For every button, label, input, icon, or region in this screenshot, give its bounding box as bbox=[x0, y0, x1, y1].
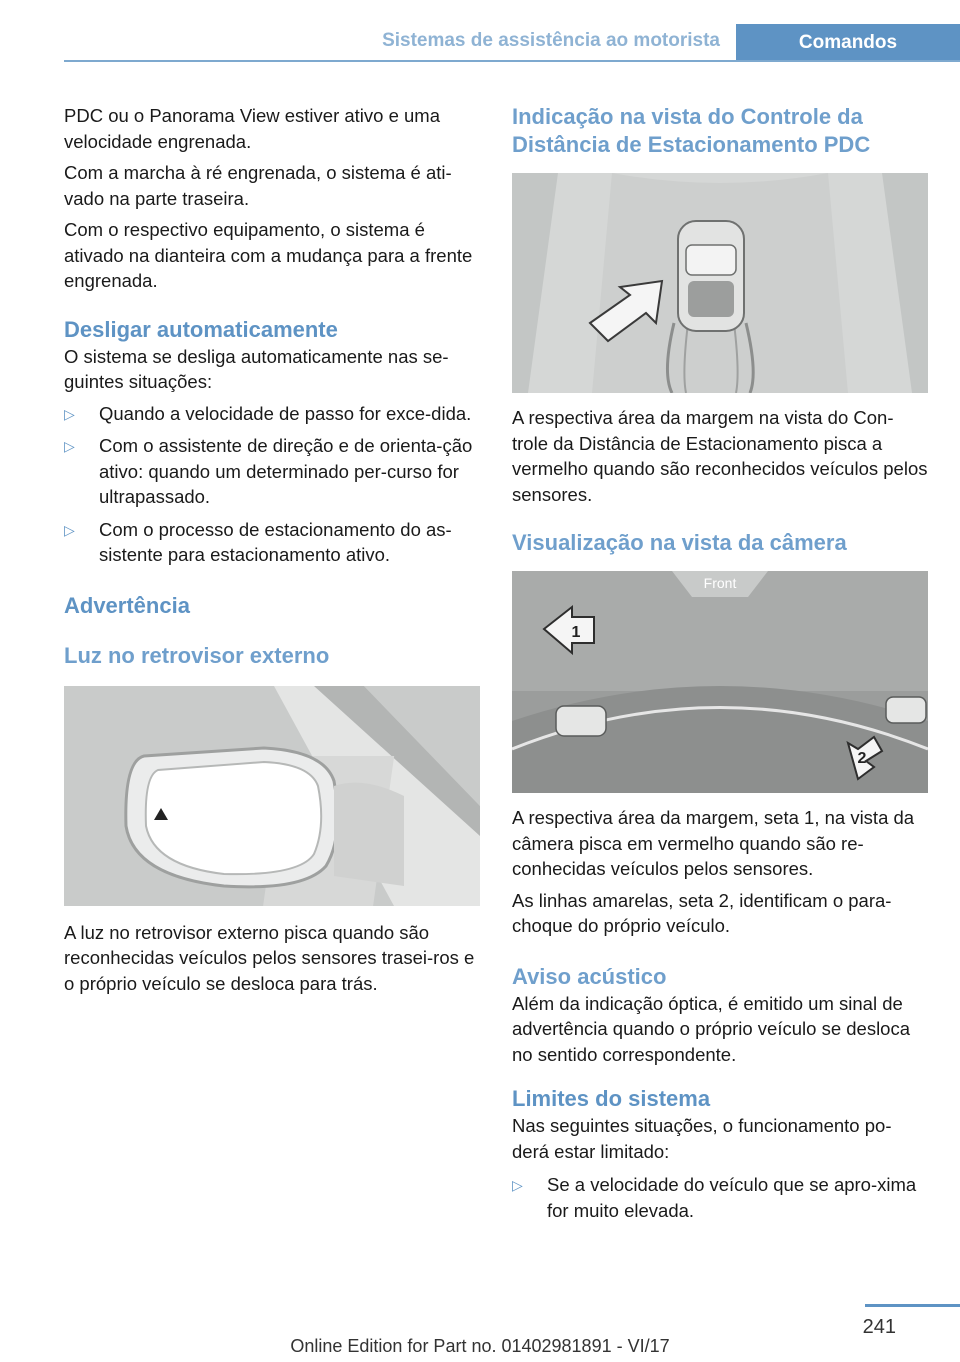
list-item: ▷ Com o assistente de direção e de orienta‐ção ativo: quando um determinado per‐curso for ultrapassado. bbox=[64, 435, 473, 507]
triangle-right-outline-icon: ▷ bbox=[512, 1177, 523, 1193]
chapter-tab-label: Comandos bbox=[798, 32, 898, 53]
list-item: ▷ Com o processo de estacionamento do as‐sistente para estacionamento ativo. bbox=[64, 518, 452, 565]
paragraph: Com o respectivo equipamento, o sistema é ativado na dianteira com a mudança para a frente engrenada. bbox=[64, 219, 473, 291]
camera-view-illustration bbox=[512, 571, 928, 793]
heading-luz-retrovisor: Luz no retrovisor externo bbox=[64, 642, 330, 668]
list-item: ▷ Quando a velocidade de passo for exce‐dida. bbox=[64, 401, 480, 427]
triangle-right-outline-icon: ▷ bbox=[64, 521, 75, 538]
paragraph: A respectiva área da margem, seta 1, na vista da câmera pisca em vermelho quando são re‐conhecidas veículos pelos sensores. bbox=[512, 807, 915, 879]
bullet-list bbox=[512, 1172, 928, 1223]
paragraph: Além da indicação óptica, é emitido um sinal de advertência quando o próprio veículo se desloca no sentido correspondente. bbox=[512, 992, 911, 1065]
paragraph: Com a marcha à ré engrenada, o sistema é ati‐vado na parte traseira. bbox=[64, 162, 452, 209]
footer-rule bbox=[865, 1304, 960, 1307]
paragraph: A luz no retrovisor externo pisca quando são reconhecidas veículos pelos sensores trasei‐ros e o próprio veículo se desloca para trás. bbox=[64, 921, 475, 994]
right-column bbox=[512, 103, 928, 1230]
list-item: ▷ Se a velocidade do veículo que se apro‐xima for muito elevada. bbox=[512, 1174, 917, 1221]
header-rule bbox=[64, 60, 960, 62]
left-column bbox=[64, 103, 480, 1002]
triangle-right-outline-icon: ▷ bbox=[64, 438, 75, 454]
page-number: 241 bbox=[862, 1316, 896, 1338]
paragraph: A respectiva área da margem na vista do Con‐trole da Distância de Estacionamento pisca a vermelho quando são reconhecidos veículos pelos sensores. bbox=[512, 407, 928, 505]
paragraph: Nas seguintes situações, o funcionamento po‐derá estar limitado: bbox=[512, 1115, 892, 1162]
pdc-view-illustration bbox=[512, 173, 928, 393]
triangle-right-outline-icon: ▷ bbox=[64, 405, 75, 422]
svg-text:2: 2 bbox=[857, 750, 867, 767]
paragraph: PDC ou o Panorama View estiver ativo e uma velocidade engrenada. bbox=[64, 105, 441, 152]
camera-front-label: Front bbox=[703, 575, 737, 591]
chapter-tab bbox=[736, 24, 960, 62]
paragraph: As linhas amarelas, seta 2, identificam o para-choque do próprio veículo. bbox=[512, 889, 892, 936]
svg-text:1: 1 bbox=[571, 624, 581, 641]
heading-limites-sistema: Limites do sistema bbox=[512, 1086, 711, 1111]
bullet-list bbox=[64, 401, 480, 568]
heading-desligar-automaticamente: Desligar automaticamente bbox=[64, 316, 338, 342]
heading-visualizacao-camera: Visualização na vista da câmera bbox=[512, 530, 847, 555]
edition-footer: Online Edition for Part no. 01402981891 - VI/17 bbox=[290, 1336, 670, 1356]
heading-indicacao-pdc: Indicação na vista do Controle da Distância de Estacionamento PDC bbox=[512, 104, 871, 157]
paragraph: O sistema se desliga automaticamente nas se‐guintes situações: bbox=[64, 345, 449, 392]
heading-aviso-acustico: Aviso acústico bbox=[512, 963, 667, 989]
heading-advertencia: Advertência bbox=[64, 592, 190, 618]
running-header-section-title: Sistemas de assistência ao motorista bbox=[382, 30, 720, 51]
mirror-light-illustration bbox=[64, 686, 480, 906]
